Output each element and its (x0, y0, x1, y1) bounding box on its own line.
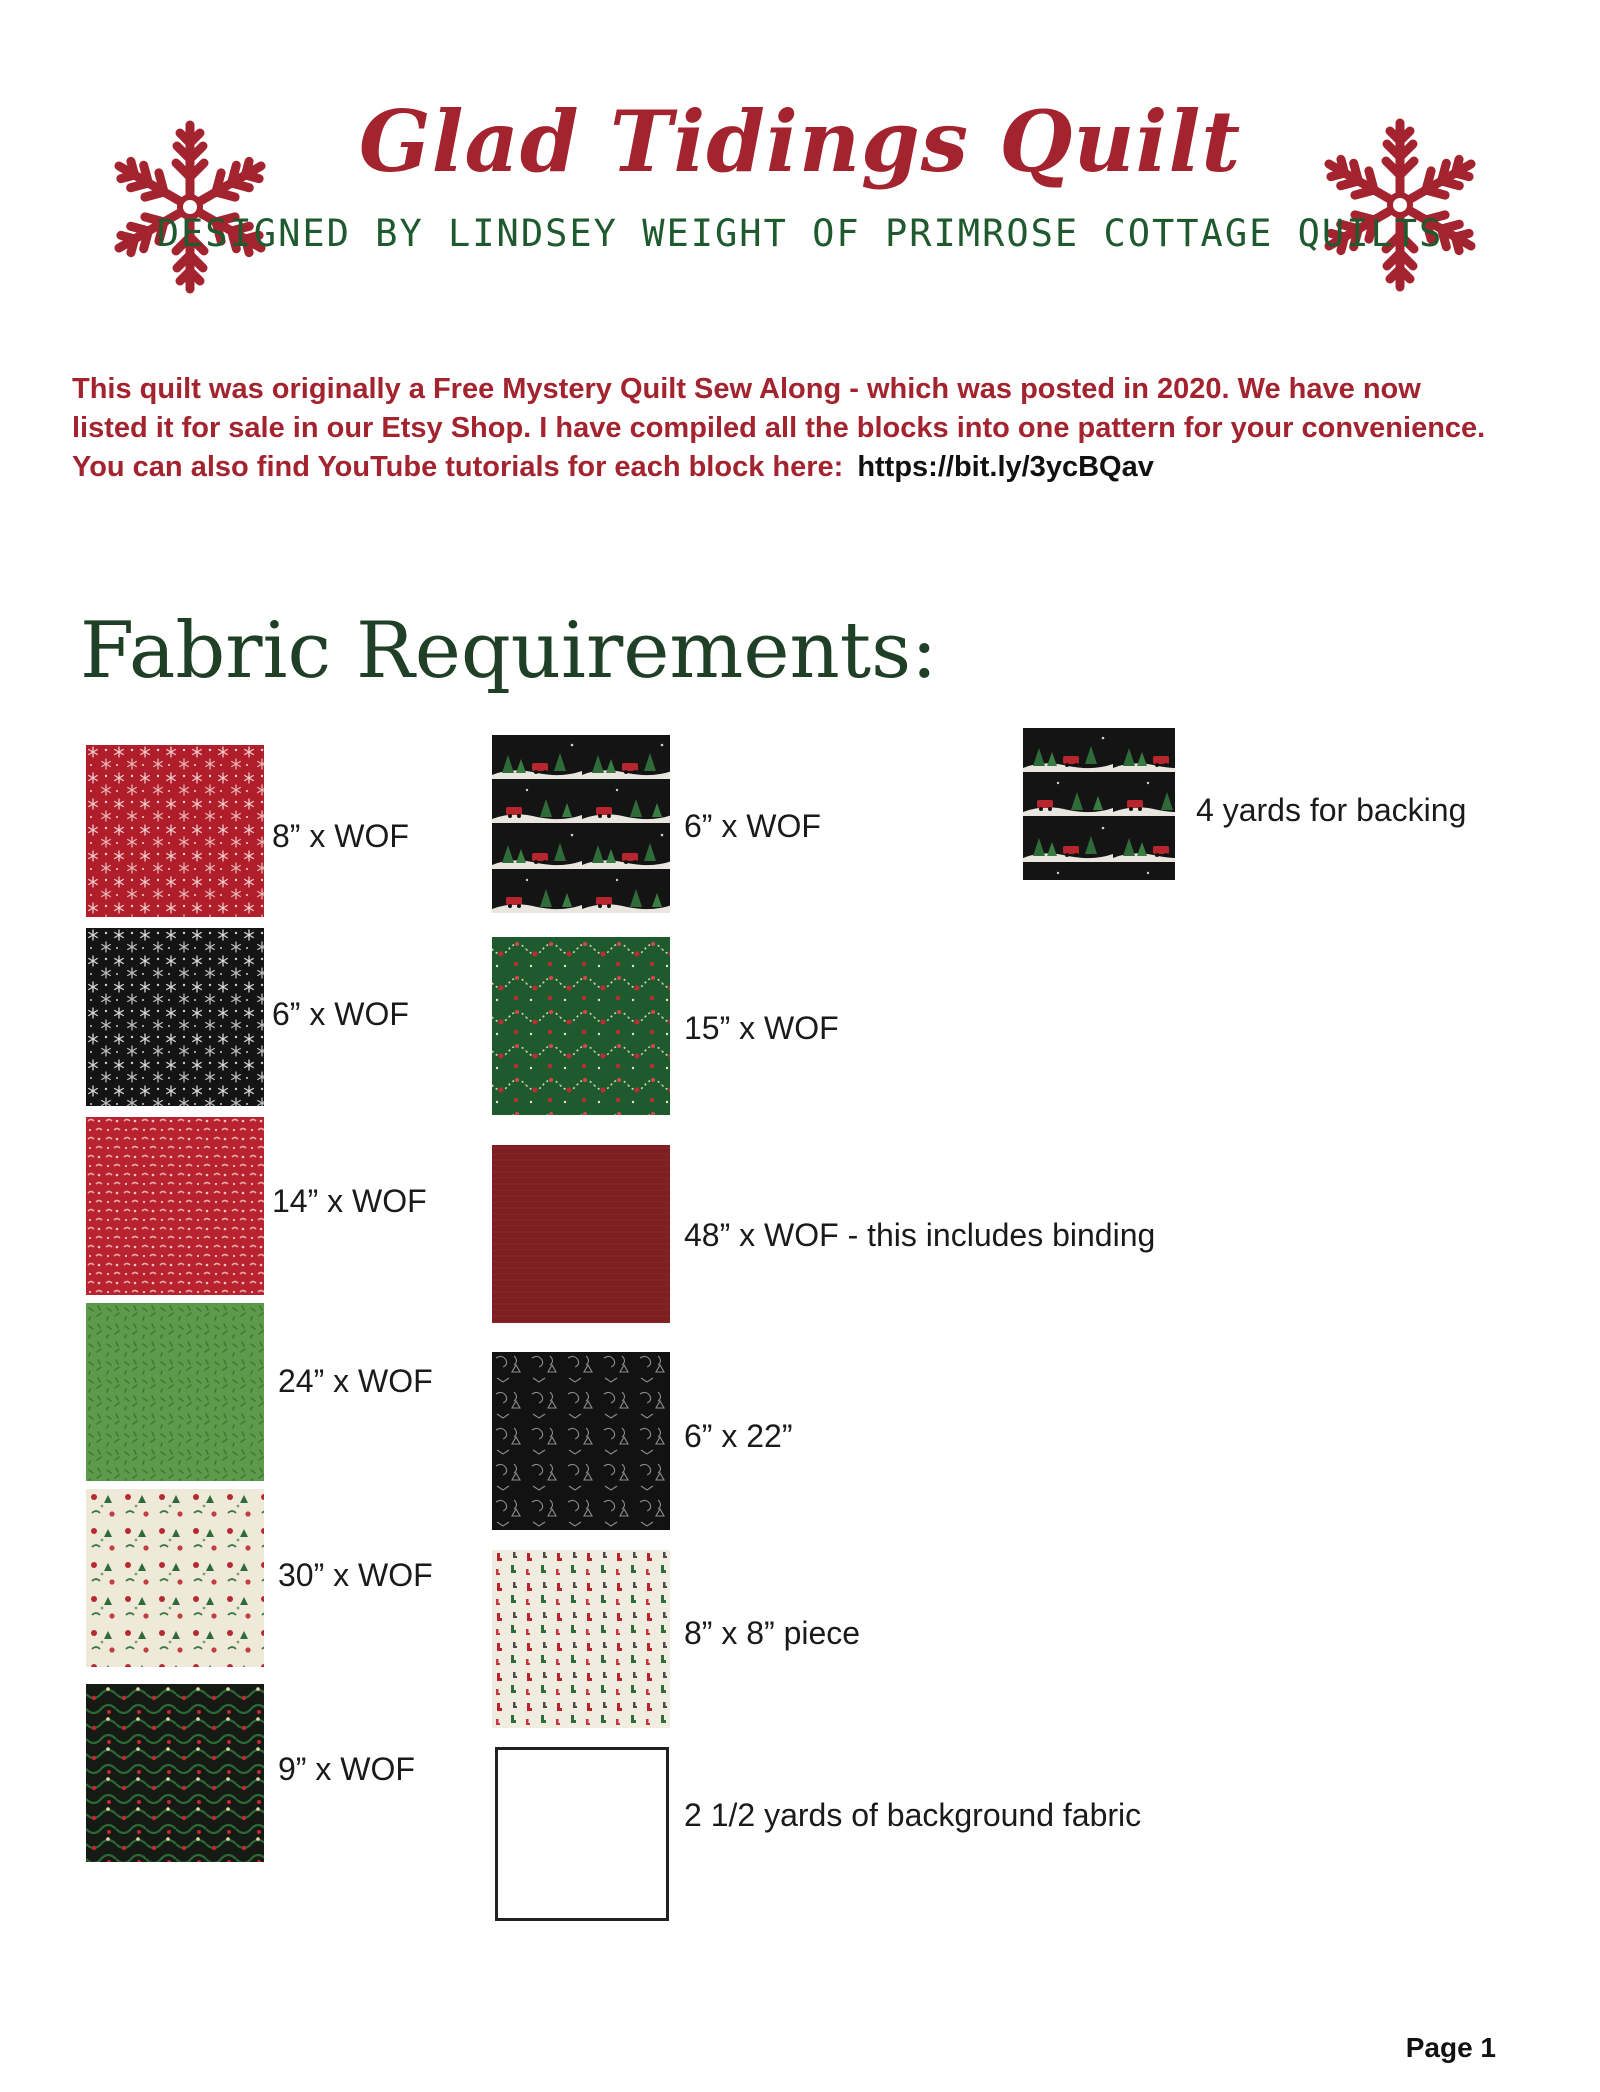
fabric-label: 30” x WOF (278, 1557, 433, 1593)
fabric-swatch (492, 937, 670, 1115)
fabric-label: 14” x WOF (272, 1183, 427, 1219)
fabric-swatch (492, 1352, 670, 1530)
fabric-label: 8” x 8” piece (684, 1615, 861, 1651)
fabric-label: 9” x WOF (278, 1751, 415, 1787)
fabric-swatch (492, 1550, 670, 1728)
page-number: Page 1 (1405, 2032, 1496, 2063)
fabric-label: 15” x WOF (684, 1010, 839, 1046)
fabric-label: 6” x 22” (684, 1418, 793, 1454)
fabric-label: 48” x WOF - this includes binding (684, 1217, 1156, 1253)
fabric-swatch (495, 1747, 669, 1921)
fabric-label: 6” x WOF (684, 808, 821, 844)
section-heading: Fabric Requirements: (80, 606, 938, 696)
fabric-swatch (86, 1117, 264, 1295)
fabric-swatch (86, 1489, 264, 1667)
page-title: Glad Tidings Quilt (358, 92, 1242, 191)
fabric-swatch (492, 1145, 670, 1323)
fabric-swatch (86, 928, 264, 1106)
fabric-swatch (86, 745, 264, 917)
fabric-label: 24” x WOF (278, 1363, 433, 1399)
designer-credit: DESIGNED BY LINDSEY WEIGHT OF PRIMROSE COTTAGE QUILTS (156, 212, 1444, 255)
fabric-swatch (86, 1303, 264, 1481)
fabric-label: 2 1/2 yards of background fabric (684, 1797, 1142, 1833)
intro-paragraph (72, 370, 1492, 487)
fabric-swatch (86, 1684, 264, 1862)
intro-text: This quilt was originally a Free Mystery Quilt Sew Along - which was posted in 2020. We have now listed it for sale in our Etsy Shop. I have compiled all the blocks into one pattern for your convenience. You can also find YouTube tutorials for each block here: (72, 373, 1486, 483)
fabric-label: 6” x WOF (272, 996, 409, 1032)
fabric-label: 4 yards for backing (1196, 792, 1467, 828)
fabric-label: 8” x WOF (272, 818, 409, 854)
fabric-swatch (492, 735, 670, 913)
fabric-swatch (1023, 728, 1175, 880)
youtube-link[interactable]: https://bit.ly/3ycBQav (857, 451, 1154, 483)
